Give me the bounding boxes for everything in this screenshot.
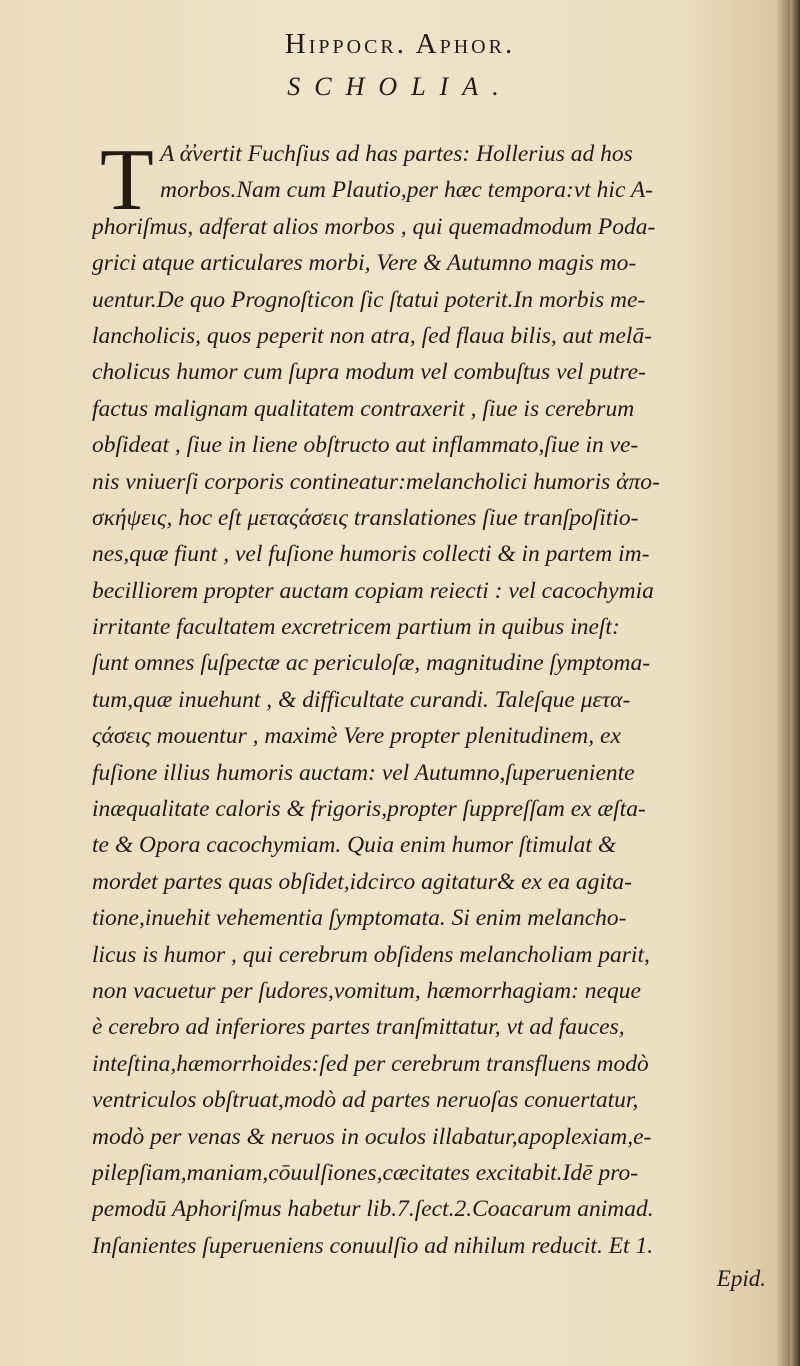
text-line: inæqualitate caloris & frigoris,propter ſuppreſſam ex æſta-	[92, 796, 646, 823]
text-line: factus malignam qualitatem contraxerit , ſiue is cerebrum	[92, 395, 635, 422]
text-line: cholicus humor cum ſupra modum vel combuſtus vel putre-	[92, 359, 646, 386]
text-line: becilliorem propter auctam copiam reiecti : vel cacochymia	[92, 577, 654, 604]
text-line: nes,quæ fiunt , vel fuſione humoris collecti & in partem im-	[92, 541, 650, 568]
text-line: grici atque articulares morbi, Vere & Autumno magis mo-	[92, 250, 637, 277]
text-line: licus is humor , qui cerebrum obſidens melancholiam parit,	[92, 941, 650, 968]
text-line: tione,inuehit vehementia ſymptomata. Si enim melancho-	[92, 905, 627, 932]
text-line: uentur.De quo Prognoſticon ſic ſtatui poterit.In morbis me-	[92, 286, 646, 313]
text-line: te & Opora cacochymiam. Quia enim humor ſtimulat &	[92, 832, 617, 859]
running-head: Hippocr. Aphor.	[284, 28, 516, 60]
text-line: A ἀ̓vertit Fuchſius ad has partes: Hollerius ad hos	[160, 141, 633, 167]
text-line: morbos.Nam cum Plautio,per hæc tempora:vt hic A-	[160, 177, 654, 204]
text-line: pilepſiam,maniam,cōuulſiones,cæcitates excitabit.Idē pro-	[92, 1159, 639, 1186]
section-title: SCHOLIA.	[287, 72, 513, 101]
text-line: nis vniuerſi corporis contineatur:melancholici humoris ἀπο-	[92, 468, 660, 495]
text-line: inteſtina,hæmorrhoides:ſed per cerebrum transfluens modò	[92, 1050, 649, 1077]
text-line: lancholicis, quos peperit non atra, ſed flaua bilis, aut melā-	[92, 322, 653, 349]
text-line: modò per venas & neruos in oculos illabatur,apoplexiam,e-	[92, 1123, 652, 1150]
text-line: ſunt omnes ſuſpectæ ac periculoſæ, magnitudine ſymptoma-	[92, 650, 651, 677]
text-line: mordet partes quas obſidet,idcirco agitatur& ex ea agita-	[92, 868, 632, 895]
catchword: Epid.	[716, 1266, 766, 1291]
text-line: Inſanientes ſuperueniens conuulſio ad nihilum reducit. Et 1.	[92, 1232, 654, 1259]
text-line: fuſione illius humoris auctam: vel Autumno,ſuperueniente	[92, 759, 635, 786]
text-line: tum,quæ inuehunt , & difficultate curandi. Taleſque μετα-	[92, 686, 631, 713]
text-line: pemodū Aphoriſmus habetur lib.7.ſect.2.Coacarum animad.	[92, 1196, 654, 1223]
text-line: obſideat , ſiue in liene obſtructo aut inflammato,ſiue in ve-	[92, 432, 639, 459]
text-line: è cerebro ad inferiores partes tranſmittatur, vt ad fauces,	[92, 1014, 625, 1041]
text-line: ςάσεις mouentur , maximè Vere propter plenitudinem, ex	[92, 723, 621, 750]
text-line: non vacuetur per ſudores,vomitum, hæmorrhagiam: neque	[92, 977, 641, 1004]
page-edge-shadow	[790, 0, 800, 1366]
text-line: ventriculos obſtruat,modò ad partes neruoſas conuertatur,	[92, 1087, 639, 1114]
drop-cap: T	[100, 132, 154, 229]
text-line: irritante facultatem excretricem partium in quibus ineſt:	[92, 614, 620, 641]
body-text	[92, 132, 768, 1264]
text-line: σκήψεις, hoc eſt μεταςάσεις translationes ſiue tranſpoſitio-	[92, 504, 639, 531]
text-line: phoriſmus, adferat alios morbos , qui quemadmodum Poda-	[92, 213, 656, 240]
